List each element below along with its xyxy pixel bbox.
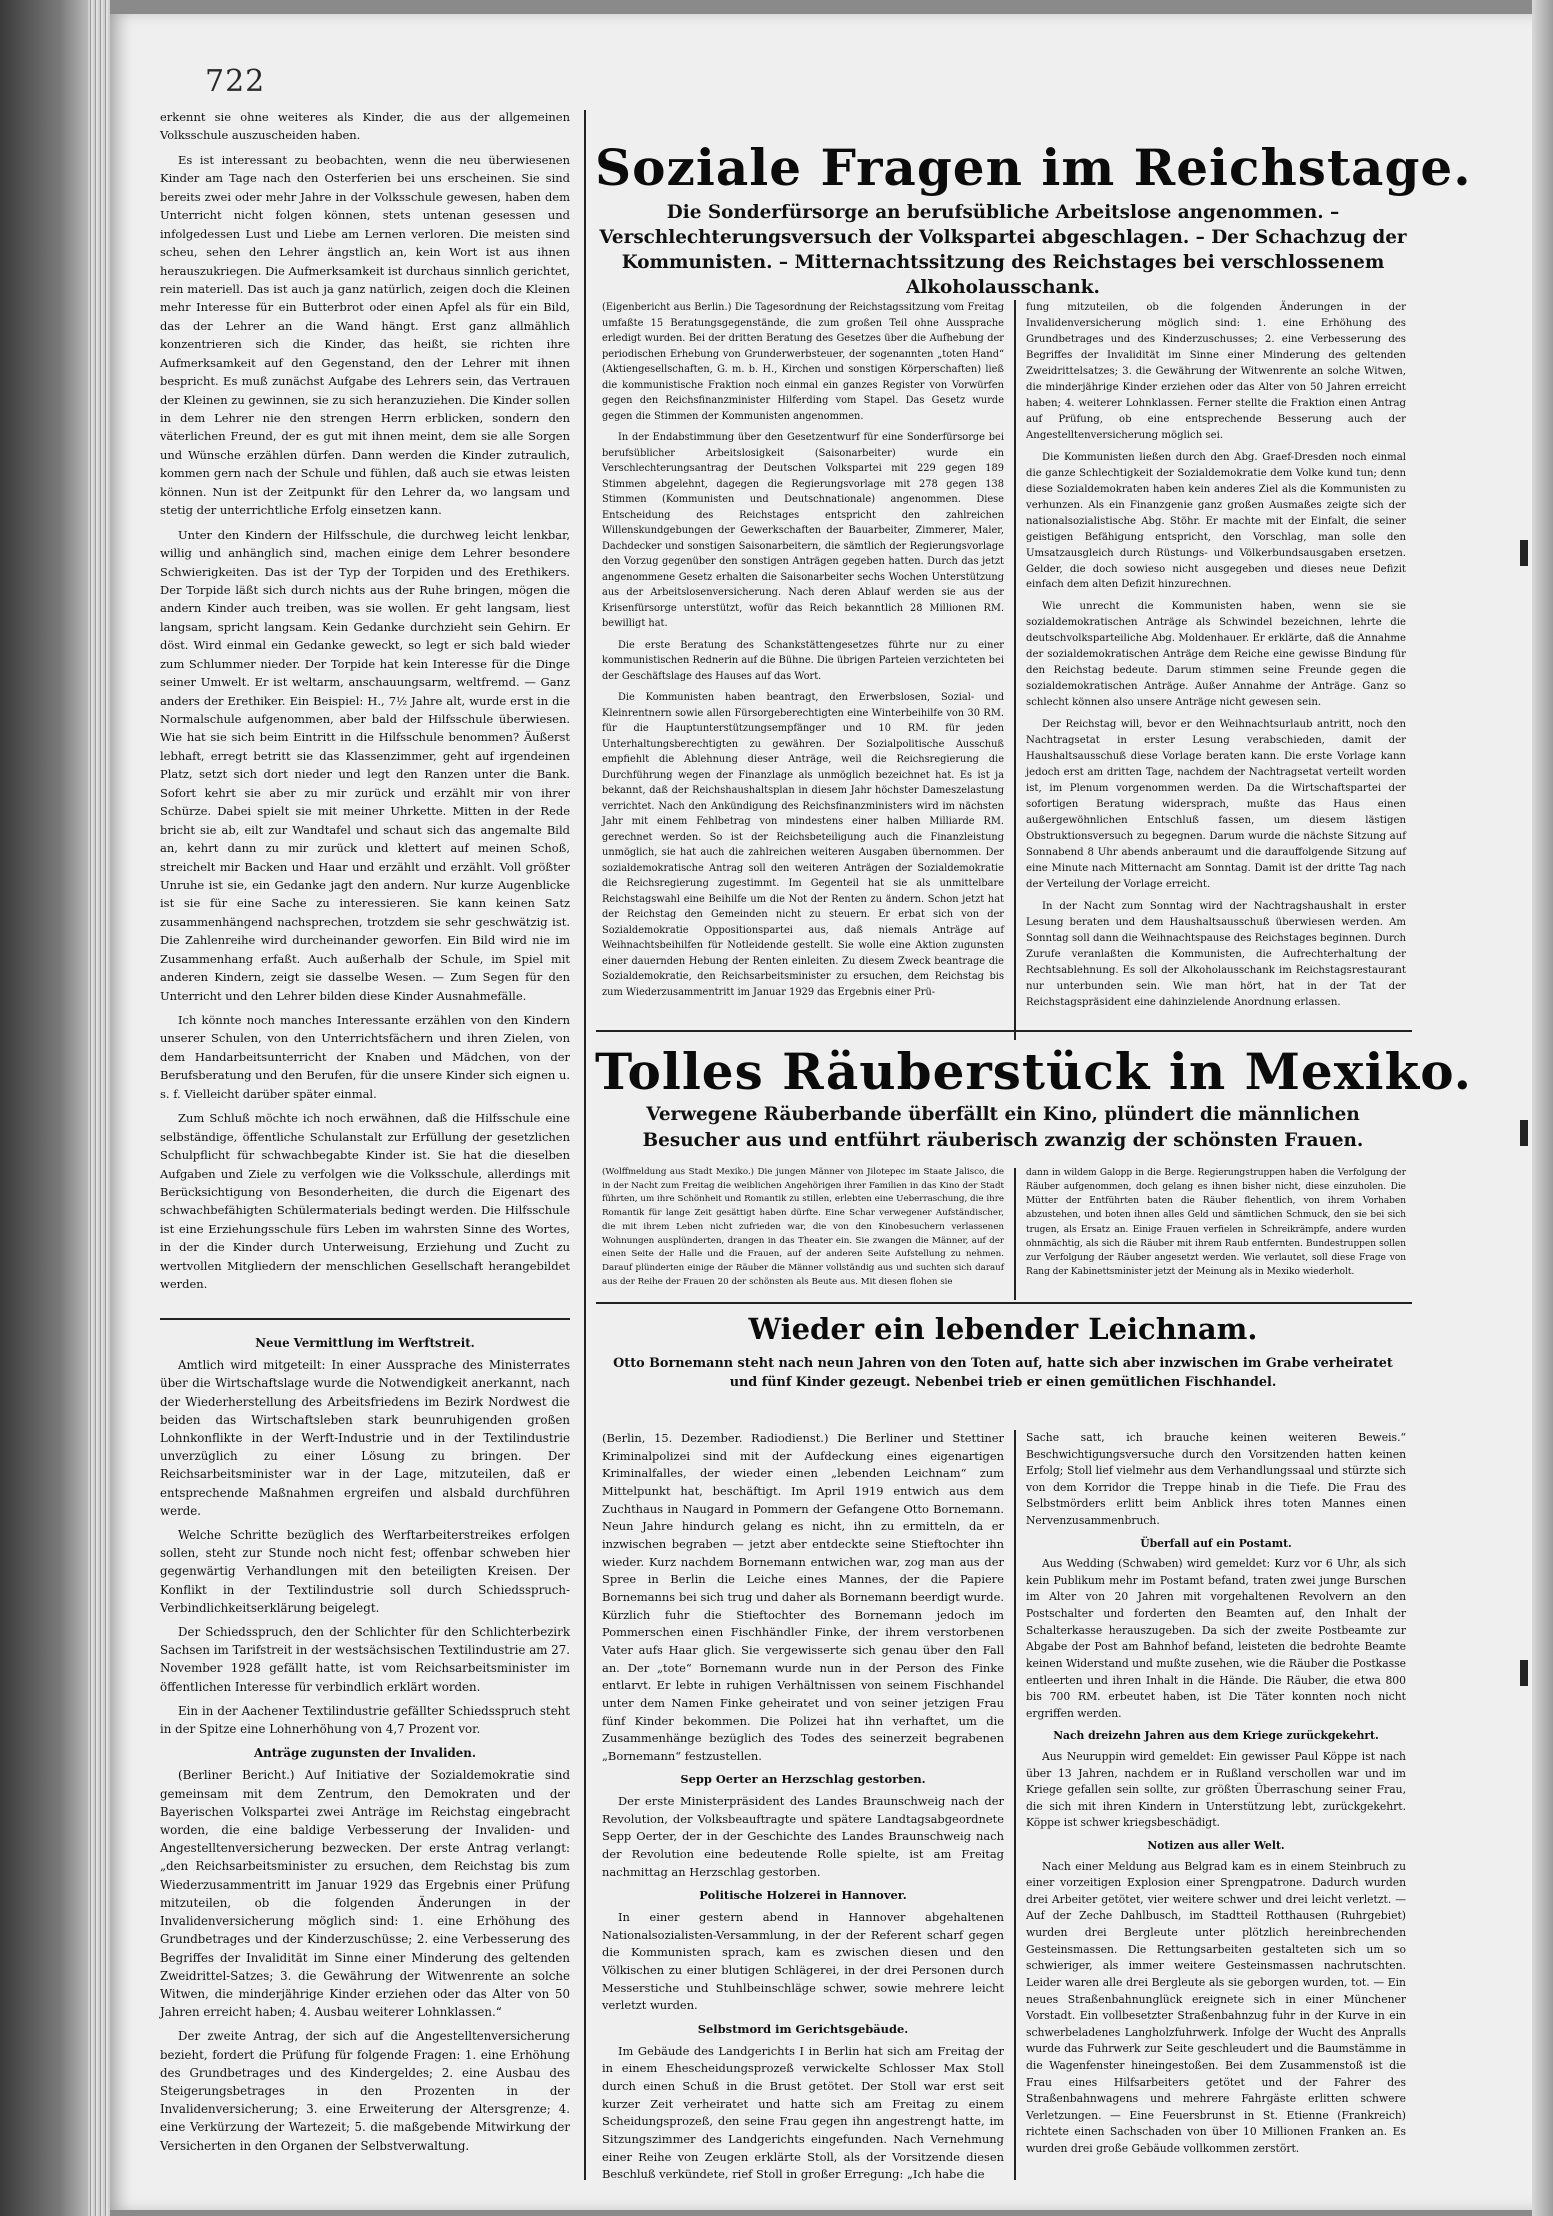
article-paragraph: Sache satt, ich brauche keinen weiteren Beweis.“ Beschwichtigungsversuche durch den Vorsitzenden hatten keinen Erfolg; Stoll lief vielmehr aus dem Verhandlungssaal und stürzte sich von dem Korridor die Treppe hinab in die Tiefe. Die Frau des Selbstmörders erlitt beim Anblick ihres toten Mannes einen Nervenzusammenbruch. <box>1026 1431 1406 1528</box>
article-subheadline: Otto Bornemann steht nach neun Jahren von den Toten auf, hatte sich aber inzwischen im Grabe verheiratet und fünf Kinder gezeugt. Nebenbei trieb er einen gemütlichen Fischhandel. <box>613 1356 1393 1390</box>
left-paragraph: erkennt sie ohne weiteres als Kinder, die aus der allgemeinen Volksschule auszuscheiden haben. <box>160 110 570 143</box>
notice-title: Sepp Oerter an Herzschlag gestorben. <box>680 1772 926 1787</box>
notice-text: Der zweite Antrag, der sich auf die Angestelltenversicherung bezieht, fordert die Prüfung für folgende Fragen: 1. eine Erhöhung des Grundbetrages und des Kindergeldes; 2. eine Ausbau des Steigerungsbetrages in den Prozenten in der Invalidenversicherung; 3. eine Erweiterung der Altersgrenze; 4. eine Verkürzung der Wartezeit; 5. die maßgebende Mitwirkung der Versicherten in den Organen der Selbstverwaltung. <box>160 2029 570 2153</box>
column-divider <box>1014 1430 1016 2180</box>
notice-text: Aus Neuruppin wird gemeldet: Ein gewisser Paul Köppe ist nach über 13 Jahren, nachdem er in Rußland verschollen war und im Kriege gefallen sein sollte, zur größten Überraschung seiner Frau, die sich mit ihren Kindern in Unterstützung lebt, zurückgekehrt. Köppe ist schwer kriegsbeschädigt. <box>1026 1749 1406 1830</box>
column-divider <box>584 110 586 2180</box>
article-paragraph: fung mitzuteilen, ob die folgenden Änderungen in der Invalidenversicherung möglich sind: 1. eine Erhöhung des Grundbetrages und des Kinderzuschusses; 2. eine Verbesserung des Begriffes der Invalidität im Sinne einer Minderung des geltenden Zweidrittelsatzes; 3. die Gewährung der Witwenrente an solche Witwen, die minderjährige Kinder erziehen oder das Alter von 50 Jahren erreicht haben; 4. weiterer Lohnklassen. Ferner stellte die Fraktion einen Antrag auf Prüfung, ob eine entsprechende Besserung auch der Angestelltenversicherung möglich sei. <box>1026 302 1406 441</box>
article-paragraph: Wie unrecht die Kommunisten haben, wenn sie sie sozialdemokratischen Anträge als Schwindel bezeichnen, lehrte die deutschvolksparteiliche Abg. Moldenhauer. Er erklärte, daß die Annahme der sozialdemokratischen Anträge dem Reiche eine gewisse Bindung für den Reichstag bedeute. Darum stimmen seine Freunde gegen die sozialdemokratischen Anträge. Außer Annahme der Anträge. Ganz so schlecht können also unsere Anträge nicht gewesen sein. <box>1026 601 1406 709</box>
article-subheadline: Die Sonderfürsorge an berufsübliche Arbeitslose angenommen. – Verschlechterungsversuch der Volkspartei abgeschlagen. – Der Schachzug der Kommunisten. – Mitternachtssitzung des Reichstages bei verschlossenem Alkoholausschank. <box>599 202 1407 298</box>
left-paragraph: Es ist interessant zu beobachten, wenn die neu überwiesenen Kinder am Tage nach den Osterferien bei uns erscheinen. Sie sind bereits zwei oder mehr Jahre in der Volksschule gewesen, haben dem Unterricht nicht folgen können, stets untenan gesessen und infolgedessen Lust und Liebe am Lernen verloren. Die meisten sind scheu, sehen den Lehrer ängstlich an, kein Wort ist aus ihnen herauszukriegen. Die Aufmerksamkeit ist durchaus sinnlich gerichtet, rein materiell. Das ist auch ja ganz natürlich, zeigen doch die Kleinen mehr Interesse für ein Butterbrot oder einen Apfel als für ein Bild, das der Lehrer an die Wand hängt. Erst ganz allmählich konzentrieren sich die Kinder, das heißt, sie richten ihre Aufmerksamkeit auf den Gegenstand, den der Lehrer mit ihnen bespricht. Es muß zunächst Aufgabe des Lehrers sein, das Vertrauen der Kleinen zu gewinnen, sie zu sich heranzuziehen. Die Kinder sollen in dem Lehrer nie den strengen Herrn erblicken, sondern den väterlichen Freund, der es gut mit ihnen meint, dem sie alle Sorgen und Wünsche erzählen dürfen. Dann werden die Kinder zutraulich, kommen gern nach der Schule und fühlen, daß auch sie etwas leisten können. Nun ist der Zeitpunkt für den Lehrer da, wo langsam und stetig der unterrichtliche Erfolg einsetzen kann. <box>160 152 570 518</box>
article-paragraph: Die Kommunisten ließen durch den Abg. Graef-Dresden noch einmal die ganze Schlechtigkeit der Sozialdemokratie dem Volke kund tun; denn diese Sozialdemokraten haben kein anderes Ziel als die Kommunisten zu verhunzen. Als ein Finanzgenie ganz großen Ausmaßes zeigte sich der nationalsozialistische Abg. Stöhr. Er machte mit der Einfalt, die seiner geistigen Befähigung entspricht, den Vorschlag, man solle den Umsatzausgleich durch Rüstungs- und Völkerbundsausgaben ersetzen. Gelder, die doch sowieso nicht ausgegeben und dieses neue Defizit einfach dem alten Defizit hinzurechnen. <box>1026 451 1406 591</box>
notice-title: Überfall auf ein Postamt. <box>1140 1536 1292 1550</box>
article-headline: Tolles Räuberstück in Mexiko. <box>595 1042 1473 1101</box>
notice-text: Ein in der Aachener Textilindustrie gefällter Schiedsspruch steht in der Spitze eine Lohnerhöhung von 4,7 Prozent vor. <box>160 1703 570 1737</box>
notice-title: Selbstmord im Gerichtsgebäude. <box>697 2022 909 2036</box>
column-divider <box>1014 300 1016 1040</box>
notice-title: Politische Holzerei in Hannover. <box>699 1888 907 1903</box>
left-paragraph: Zum Schluß möchte ich noch erwähnen, daß die Hilfsschule eine selbständige, öffentliche Schulanstalt zur Erfüllung der gesetzlichen Schulpflicht für schwachbegabte Kinder ist. Sie hat die dieselben Aufgaben und Ziele zu verfolgen wie die Volksschule, allerdings mit Berücksichtigung von Besonderheiten, die durch die Eigenart des schwachbefähigten Schülermaterials bedingt werden. Die Hilfsschule ist eine Erziehungsschule fürs Leben im wahrsten Sinne des Wortes, in der die Kinder durch Unterweisung, Erziehung und Zucht zu wertvollen Mitgliedern der menschlichen Gesellschaft herangebildet werden. <box>160 1111 570 1292</box>
margin-mark <box>1520 1660 1528 1686</box>
page-stack-edge <box>88 0 110 2216</box>
notice-text: (Berliner Bericht.) Auf Initiative der Sozialdemokratie sind gemeinsam mit dem Zentrum, den Demokraten und der Bayerischen Volkspartei zwei Anträge im Reichstag eingebracht worden, die eine baldige Verbesserung der Invaliden- und Angestelltenversicherung bezwecken. Der erste Antrag verlangt: „den Reichsarbeitsminister zu ersuchen, dem Reichstag bis zum Wiederzusammentritt im Januar 1929 das Ergebnis einer Prüfung mitzuteilen, ob die folgenden Änderungen in der Invalidenversicherung möglich sind: 1. eine Erhöhung des Grundbetrages und der Kinderzuschüsse; 2. eine Verbesserung des Begriffes der Invalidität im Sinne einer Minderung des geltenden Zweidrittel-Satzes; 3. die Gewährung der Witwenrente an solche Witwen, die minderjährige Kinder erziehen oder das Alter von 50 Jahren erreicht haben; 4. Ausbau weiterer Lohnklassen.“ <box>160 1768 570 2020</box>
article-paragraph: (Wolffmeldung aus Stadt Mexiko.) Die jungen Männer von Jilotepec im Staate Jalisco, die in der Nacht zum Freitag die weiblichen Angehörigen ihrer Familien in das Kino der Stadt führten, um ihre Schönheit und Romantik zu stillen, erlebten eine Ueberraschung, die ihre Romantik für lange Zeit gesättigt haben dürfte. Eine Schar verwegener Aufständischer, die mit ihrem Leben nicht zufrieden war, die von den Kinobesuchern verlassenen Wohnungen ausplünderten, drangen in das Theater ein. Sie zwangen die Männer, auf der einen Seite der Halle und die Frauen, auf der anderen Seite Aufstellung zu nehmen. Darauf plünderten einige der Räuber die Männer vollständig aus und suchten sich darauf aus der Reihe der Frauen 20 der schönsten als Beute aus. Mit diesen flohen sie <box>602 1167 1004 1287</box>
notice-title: Notizen aus aller Welt. <box>1147 1839 1285 1853</box>
margin-mark <box>1520 1120 1528 1146</box>
article-divider <box>596 1302 1412 1304</box>
article-paragraph: Die Kommunisten haben beantragt, den Erwerbslosen, Sozial- und Kleinrentnern sowie allen Fürsorgeberechtigten eine Winterbeihilfe von 30 RM. für die Hauptunterstützungsempfänger und 10 RM. für jeden Unterhaltungsberechtigten zu gewähren. Der Sozialpolitische Ausschuß empfiehlt die Ablehnung dieser Anträge, weil die Reichsregierung die Durchführung wegen der Finanzlage als unmöglich bezeichnet hat. Es ist ja bekannt, daß der Reichshaushaltsplan in diesem Jahr höchster Dameszelastung verrichtet. Nach den Ankündigung des Reichsfinanzministers wird im nächsten Jahr mit einem Fehlbetrag von mindestens einer halben Milliarde RM. gerechnet werden. So ist der Reichsbeteiligung auch die Finanzleistung unmöglich, sie hat auch die zahlreichen weiteren Ausgaben übernommen. Der sozialdemokratische Antrag soll den weiteren Anträgen der Sozialdemokratie die Reichsregierung zugestimmt. Im Gegenteil hat sie als unmittelbare Reichstagswahl eine Beihilfe um die Not der Renten zu ändern. Schon jetzt hat der Reichstag den Gemeinden nicht zu steuern. Er erbat sich von der Sozialdemokratie Oppositionspartei aus, daß niemals Anträge auf Weihnachtsbeihilfen für Notleidende gestellt. Sie wolle eine Aktion zugunsten einer dauernden Hebung der Renten einleiten. Zu diesem Zweck beantrage die Sozialdemokratie, den Reichsarbeitsminister zu ersuchen, dem Reichstag bis zum Wiederzusammentritt im Januar 1929 das Ergebnis einer Prü- <box>602 692 1004 998</box>
notice-text: Amtlich wird mitgeteilt: In einer Aussprache des Ministerrates über die Wirtschaftslage wurde die Notwendigkeit anerkannt, nach der Wiederherstellung des Arbeitsfriedens im Bezirk Nordwest die beiden das Wirtschaftsleben stark beunruhigenden großen Lohnkonflikte in der Werft-Industrie und in der Textilindustrie unverzüglich zu einer Lösung zu bringen. Der Reichsarbeitsminister war in der Lage, mitzuteilen, daß er entsprechende Maßnahmen ergreifen und alsbald durchführen werde. <box>160 1358 570 1518</box>
notice-text: Nach einer Meldung aus Belgrad kam es in einem Steinbruch zu einer vorzeitigen Explosion einer Sprengpatrone. Dadurch wurden drei Arbeiter getötet, vier weitere schwer und drei leicht verletzt. — Auf der Zeche Dahlbusch, im Stadtteil Rotthausen (Ruhrgebiet) wurden drei Bergleute unter plötzlich hereinbrechenden Gesteinsmassen. Die Rettungsarbeiten gestalteten sich um so schwieriger, als immer weitere Gesteinsmassen nachrutschten. Leider waren alle drei Bergleute als sie geborgen wurden, tot. — Ein neues Straßenbahnunglück ereignete sich in einer Münchener Vorstadt. Ein vollbesetzter Straßenbahnzug fuhr in der Kurve in ein schwerbeladenes Langholzfuhrwerk. Infolge der Wucht des Anpralls wurde das Fuhrwerk zur Seite geschleudert und die Baumstämme in die Wagenfenster hineingestoßen. Bei dem Zusammenstoß ist die Frau eines Hilfsarbeiters getötet und der Fahrer des Straßenbahnwagens und mehrere Fahrgäste erlitten schwere Verletzungen. — Eine Feuersbrunst in St. Etienne (Frankreich) richtete einen Sachschaden von über 10 Millionen Franken an. Es wurden drei große Gebäude vollkommen zerstört. <box>1026 1859 1406 2155</box>
notice-title: Neue Vermittlung im Werftstreit. <box>255 1336 475 1350</box>
article-3-column-b <box>1026 1430 1406 2164</box>
article-paragraph: (Eigenbericht aus Berlin.) Die Tagesordnung der Reichstagssitzung vom Freitag umfaßte 15 Beratungsgegenstände, die zum großen Teil ohne Aussprache erledigt wurden. Bei der dritten Beratung des Gesetzes über die Aufhebung der periodischen Erhebung von Grunderwerbsteuer, der sogenannten „toten Hand“ (Aktiengesellschaften, G. m. b. H., Kirchen und sonstigen Körperschaften) ließ die kommunistische Fraktion noch einmal ein ganzes Register von Vorwürfen gegen den Reichsfinanzminister Hilferding vom Stapel. Das Gesetz wurde gegen die Stimmen der Kommunisten angenommen. <box>602 302 1004 422</box>
right-page-edge <box>1532 0 1553 2216</box>
notice-text: Aus Wedding (Schwaben) wird gemeldet: Kurz vor 6 Uhr, als sich kein Publikum mehr im Postamt befand, traten zwei junge Burschen im Alter von 20 Jahren mit vorgehaltenen Revolvern an den Postschalter und forderten den Beamten auf, den Inhalt der Schalterkasse herauszugeben. Da sich der zweite Postbeamte zur Abgabe der Post am Bahnhof befand, leisteten die bedrohte Beamte keinen Widerstand und mußte zusehen, wie die Räuber die Postkasse entleerten und ihren Inhalt in die Hände. Die Räuber, die etwa 800 bis 700 RM. erbeutet haben, ist Die Täter konnten noch nicht ergriffen werden. <box>1026 1557 1406 1720</box>
notice-text: Der erste Ministerpräsident des Landes Braunschweig nach der Revolution, der Volksbeauftragte und spätere Landtagsabgeordnete Sepp Oerter, der in der Geschichte des Landes Braunschweig nach der Revolution eine bedeutende Rolle spielte, ist am Freitag nachmittag an Herzschlag gestorben. <box>602 1794 1004 1879</box>
article-3-column-a <box>602 1430 1004 2190</box>
article-paragraph: Die erste Beratung des Schankstättengesetzes führte nur zu einer kommunistischen Rednerin auf die Bühne. Die übrigen Parteien verzichteten bei der Geschäftslage des Hauses auf das Wort. <box>602 639 1004 682</box>
book-binding <box>0 0 88 2216</box>
article-paragraph: Der Reichstag will, bevor er den Weihnachtsurlaub antritt, noch den Nachtragsetat in erster Lesung verabschieden, damit der Haushaltsausschuß diese Vorlage beraten kann. Die erste Vorlage kann jedoch erst am dritten Tage, nachdem der Nachtragsetat verteilt worden ist, im Plenum vorgenommen werden. Da die Wirtschaftspartei der sofortigen Beratung widersprach, mußte das Haus einen außergewöhnlichen Entschluß fassen, um diesem lästigen Obstruktionsversuch zu begegnen. Darum wurde die nächste Sitzung auf Sonnabend 8 Uhr abends anberaumt und die darauffolgende Sitzung auf eine Minute nach Mitternacht am Sonntag. Damit ist der dritte Tag nach der Verteilung der Vorlage erreicht. <box>1026 719 1406 890</box>
article-headline: Wieder ein lebender Leichnam. <box>748 1312 1258 1346</box>
notice-text: In einer gestern abend in Hannover abgehaltenen Nationalsozialisten-Versammlung, in der der Referent scharf gegen die Kommunisten sprach, kam es zwischen diesen und den Völkischen zu einer blutigen Schlägerei, in der drei Personen durch Messerstiche und Stuhlbeinschläge schwer, sowie mehrere leicht verletzt wurden. <box>602 1910 1004 2013</box>
notice-title: Nach dreizehn Jahren aus dem Kriege zurückgekehrt. <box>1053 1729 1379 1743</box>
notice-text: Der Schiedsspruch, den der Schlichter für den Schlichterbezirk Sachsen im Tarifstreit in der westsächsischen Textilindustrie am 27. November 1928 gefällt hatte, ist vom Reichsarbeitsminister im öffentlichen Interesse für verbindlich erklärt worden. <box>160 1625 570 1694</box>
left-divider <box>160 1318 570 1320</box>
notice-text: Im Gebäude des Landgerichts I in Berlin hat sich am Freitag der in einem Ehescheidungsprozeß verwickelte Schlosser Max Stoll durch einen Schuß in die Brust getötet. Der Stoll war erst seit kurzer Zeit verheiratet und hatte sich am Freitag zu einem Scheidungsprozeß, den seine Frau gegen ihn angestrengt hatte, im Sitzungszimmer des Landgerichts eingefunden. Nach Vernehmung einer Reihe von Zeugen erklärte Stoll, als der Vorsitzende diesen Beschluß verkündete, rief Stoll in großer Erregung: „Ich habe die <box>602 2043 1004 2182</box>
article-1-column-a <box>602 300 1004 1006</box>
article-headline: Soziale Fragen im Reichstage. <box>595 138 1472 197</box>
margin-mark <box>1520 540 1528 566</box>
notice-text: Welche Schritte bezüglich des Werftarbeiterstreikes erfolgen sollen, steht zur Stunde noch nicht fest; offenbar schweben hier gegenwärtig Verhandlungen mit den beteiligten Kreisen. Der Konflikt in der Textilindustrie soll durch Schiedsspruch-Verbindlichkeitserklärung beigelegt. <box>160 1528 570 1615</box>
column-divider <box>1014 1168 1016 1300</box>
article-paragraph: dann in wildem Galopp in die Berge. Regierungstruppen haben die Verfolgung der Räuber aufgenommen, doch gelang es ihnen bisher nicht, diese einzuholen. Die Mütter der Entführten baten die Räuber flehentlich, von ihrem Vorhaben abzustehen, und boten ihnen alles Geld und sämtlichen Schmuck, den sie bei sich trugen, als Ersatz an. Einige Frauen verfielen in Schreikrämpfe, andere wurden ohnmächtig, als sich die Räuber mit ihrem Raub entfernten. Bundestruppen sollen zur Verfolgung der Räuber angesetzt werden. Wie verlautet, soll diese Frage von Rang der Kabinettsminister jetzt der Meinung als in Mexiko wiederholt. <box>1026 1168 1406 1277</box>
article-subheadline: Verwegene Räuberbande überfällt ein Kino, plündert die männlichen Besucher aus und entführt räuberisch zwanzig der schönsten Frauen. <box>642 1104 1364 1151</box>
article-paragraph: In der Endabstimmung über den Gesetzentwurf für eine Sonderfürsorge bei berufsüblicher Arbeitslosigkeit (Saisonarbeiter) wurde ein Verschlechterungsantrag der Deutschen Volkspartei mit 229 gegen 189 Stimmen abgelehnt, dagegen die Regierungsvorlage mit 278 gegen 138 Stimmen (Kommunisten und Deutschnationale) angenommen. Diese Entscheidung des Reichstages entspricht den zahlreichen Willenskundgebungen der Gewerkschaften der Bauarbeiter, Zimmerer, Maler, Dachdecker und sonstigen Saisonarbeitern, die sämtlich der Regierungsvorlage den Vorzug gegenüber den sonstigen Anträgen gegeben hatten. Durch das jetzt angenommene Gesetz erhalten die Saisonarbeiter sechs Wochen Unterstützung aus der Arbeitslosenversicherung. Nach deren Ablauf werden sie aus der Krisenfürsorge unterstützt, wofür das Reich bekanntlich 28 Millionen RM. bewilligt hat. <box>602 432 1004 629</box>
notice-title: Anträge zugunsten der Invaliden. <box>254 1746 476 1761</box>
page-number: 722 <box>205 64 266 99</box>
article-paragraph: (Berlin, 15. Dezember. Radiodienst.) Die Berliner und Stettiner Kriminalpolizei sind mit der Aufdeckung eines eigenartigen Kriminalfalles, der wieder einen „lebenden Leichnam“ zum Mittelpunkt hat, beschäftigt. Im April 1919 entwich aus dem Zuchthaus in Naugard in Pommern der Gefangene Otto Bornemann. Neun Jahre hindurch gelang es nicht, ihn zu ermitteln, da er inzwischen begraben — jetzt aber entdeckte seine Stieftochter ihn wieder. Kurz nachdem Bornemann entwichen war, zog man aus der Spree in Berlin die Leiche eines Mannes, der die Papiere Bornemanns bei sich trug und daher als Bornemann beerdigt wurde. Kürzlich fuhr die Stieftochter des Bornemann jedoch im Pommerschen einen Fischhändler Finke, der ihrem verstorbenen Vater aufs Haar glich. Sie vergewisserte sich genau über den Fall an. Der „tote“ Bornemann wurde nun in der Person des Finke entlarvt. Er lebte in ruhigen Verhältnissen von seinem Fischhandel unter dem Namen Finke geheiratet und von seiner jetzigen Frau fünf Kinder bekommen. Die Polizei hat ihn verhaftet, um die Zusammenhänge bezüglich des Todes des seinerzeit begrabenen „Bornemann“ festzustellen. <box>602 1431 1004 1763</box>
article-1-column-b <box>1026 300 1406 1017</box>
left-paragraph: Unter den Kindern der Hilfsschule, die durchweg leicht lenkbar, willig und anhänglich sind, machen einige dem Lehrer besondere Schwierigkeiten. Das ist der Typ der Torpiden und des Erethikers. Der Torpide läßt sich durch nichts aus der Ruhe bringen, mögen die andern Kinder auch treiben, was sie wollen. Er geht langsam, liest langsam, spricht langsam. Kein Gedanke durchzieht sein Gehirn. Er döst. Wird einmal ein Gedanke geweckt, so legt er sich bald wieder zum Schlummer nieder. Der Torpide hat kein Interesse für die Dinge seiner Umwelt. Er ist weltarm, anschauungsarm, weltfremd. — Ganz anders der Erethiker. Ein Beispiel: H., 7½ Jahre alt, wurde erst in die Normalschule aufgenommen, aber bald der Hilfsschule überwiesen. Wie hat sie sich beim Eintritt in die Hilfsschule benommen? Äußerst lebhaft, erregt betritt sie das Klassenzimmer, geht auf irgendeinen Platz, setzt sich dort nieder und legt den Ranzen unter die Bank. Sofort kehrt sie aber zu mir zurück und erzählt mir von ihrer Schürze. Dabei spielt sie mit meiner Uhrkette. Mitten in der Rede bricht sie ab, eilt zur Wandtafel und schaut sich das angemalte Bild an, kehrt dann zu mir zurück und klettert auf meinen Schoß, streichelt mir Backen und Haar und erzählt und erzählt. Voll größter Unruhe ist sie, ein Gedanke jagt den andern. Nur kurze Augenblicke ist sie für eine Sache zu interessieren. Sie kann keinen Satz zusammenhängend nachsprechen, trotzdem sie sehr geschwätzig ist. Die Zahlenreihe wird durcheinander geworfen. Ein Bild wird nie im Zusammenhang erfaßt. Auch außerhalb der Schule, im Spiel mit anderen Kindern, zeigt sie dasselbe Wesen. — Zum Segen für den Unterricht und den Lehrer bilden diese Kinder Ausnahmefälle. <box>160 527 570 1003</box>
article-divider <box>596 1030 1412 1032</box>
article-2-column-b <box>1026 1166 1406 1285</box>
article-2-column-a <box>602 1166 1004 1295</box>
left-paragraph: Ich könnte noch manches Interessante erzählen von den Kindern unserer Schulen, von den Unterrichtsfächern und ihren Zielen, von dem Handarbeitsunterricht der Knaben und Mädchen, von der Berufsberatung und den Berufen, für die unsere Kinder sich eignen u. s. f. Vielleicht darüber später einmal. <box>160 1013 570 1101</box>
left-column <box>160 108 570 1300</box>
left-notices <box>160 1328 570 2161</box>
article-paragraph: In der Nacht zum Sonntag wird der Nachtragshaushalt in erster Lesung beraten und dem Haushaltsausschuß überwiesen werden. Am Sonntag soll dann die Weihnachtspause des Reichstages beginnen. Durch Zurufe veranlaßten die Kommunisten, die Aufrechterhaltung der Rechtsablehnung. Es soll der Alkoholausschank im Reichstagsrestaurant nur unterbunden sein. Wie man hört, hat in der Tat der Reichstagspräsident eine dahinzielende Anordnung erlassen. <box>1026 900 1406 1008</box>
